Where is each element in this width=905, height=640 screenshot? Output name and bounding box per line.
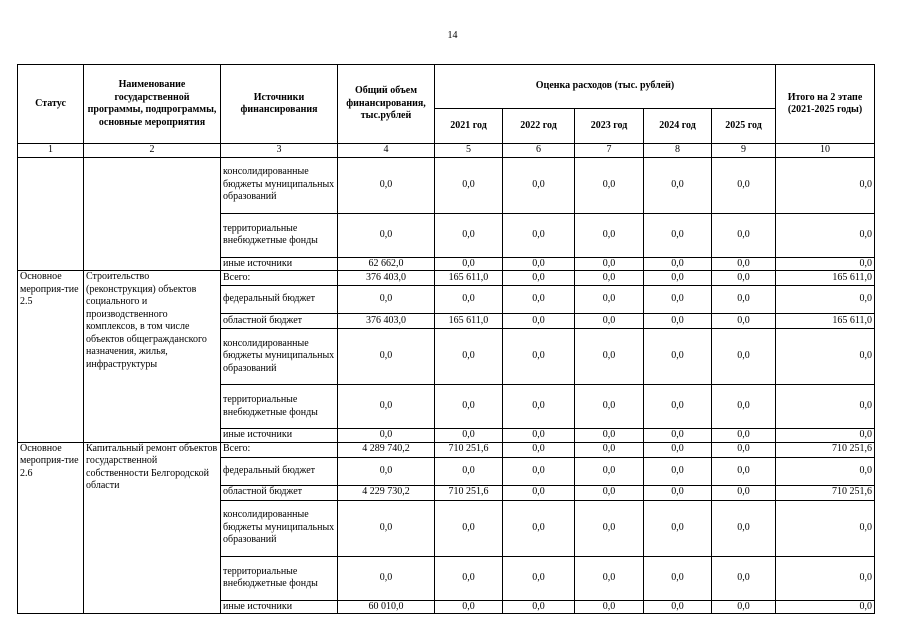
value-cell: 710 251,6	[435, 442, 503, 457]
value-cell: 0,0	[503, 314, 575, 329]
header-year: 2024 год	[644, 109, 712, 144]
status-cell-empty	[18, 157, 84, 271]
value-cell: 0,0	[712, 442, 776, 457]
value-cell: 710 251,6	[776, 442, 875, 457]
value-cell: 0,0	[338, 157, 435, 213]
value-cell: 0,0	[503, 157, 575, 213]
value-cell: 0,0	[435, 500, 503, 556]
value-cell: 376 403,0	[338, 314, 435, 329]
value-cell: 0,0	[575, 257, 644, 271]
column-number-row	[18, 144, 875, 158]
value-cell: 0,0	[575, 429, 644, 443]
value-cell: 0,0	[338, 457, 435, 485]
value-cell: 0,0	[712, 329, 776, 385]
value-cell: 0,0	[435, 286, 503, 314]
value-cell: 0,0	[575, 500, 644, 556]
value-cell: 0,0	[503, 500, 575, 556]
value-cell: 0,0	[575, 600, 644, 614]
source-cell: территориальные внебюджетные фонды	[221, 556, 338, 600]
value-cell: 4 289 740,2	[338, 442, 435, 457]
value-cell: 0,0	[338, 500, 435, 556]
value-cell: 165 611,0	[435, 314, 503, 329]
value-cell: 0,0	[776, 385, 875, 429]
value-cell: 0,0	[712, 213, 776, 257]
value-cell: 0,0	[575, 157, 644, 213]
value-cell: 0,0	[776, 329, 875, 385]
column-number: 10	[776, 144, 875, 158]
value-cell: 0,0	[644, 429, 712, 443]
source-cell: Всего:	[221, 442, 338, 457]
source-cell: территориальные внебюджетные фонды	[221, 385, 338, 429]
value-cell: 0,0	[644, 286, 712, 314]
header-status: Статус	[18, 65, 84, 144]
value-cell: 0,0	[644, 457, 712, 485]
header-year: 2022 год	[503, 109, 575, 144]
value-cell: 0,0	[435, 385, 503, 429]
value-cell: 0,0	[712, 485, 776, 500]
value-cell: 0,0	[435, 556, 503, 600]
value-cell: 0,0	[575, 442, 644, 457]
source-cell: консолидированные бюджеты муниципальных образований	[221, 500, 338, 556]
value-cell: 0,0	[644, 485, 712, 500]
value-cell: 0,0	[503, 485, 575, 500]
value-cell: 376 403,0	[338, 271, 435, 286]
source-cell: консолидированные бюджеты муниципальных образований	[221, 329, 338, 385]
column-number: 9	[712, 144, 776, 158]
value-cell: 0,0	[338, 385, 435, 429]
source-cell: иные источники	[221, 429, 338, 443]
value-cell: 0,0	[435, 429, 503, 443]
value-cell: 0,0	[776, 429, 875, 443]
value-cell: 0,0	[503, 286, 575, 314]
value-cell: 0,0	[712, 600, 776, 614]
value-cell: 0,0	[776, 556, 875, 600]
column-number: 3	[221, 144, 338, 158]
value-cell: 0,0	[776, 213, 875, 257]
value-cell: 0,0	[503, 385, 575, 429]
value-cell: 0,0	[435, 457, 503, 485]
value-cell: 0,0	[712, 385, 776, 429]
value-cell: 0,0	[776, 157, 875, 213]
value-cell: 0,0	[338, 556, 435, 600]
status-cell: Основное мероприя-тие 2.6	[18, 442, 84, 614]
value-cell: 60 010,0	[338, 600, 435, 614]
table-row	[18, 157, 875, 213]
value-cell: 0,0	[338, 429, 435, 443]
value-cell: 0,0	[712, 157, 776, 213]
value-cell: 4 229 730,2	[338, 485, 435, 500]
value-cell: 0,0	[338, 213, 435, 257]
header-total: Общий объем финансирования, тыс.рублей	[338, 65, 435, 144]
value-cell: 0,0	[435, 600, 503, 614]
source-cell: иные источники	[221, 257, 338, 271]
value-cell: 165 611,0	[776, 314, 875, 329]
value-cell: 0,0	[712, 271, 776, 286]
column-number: 2	[84, 144, 221, 158]
value-cell: 0,0	[503, 329, 575, 385]
value-cell: 0,0	[575, 314, 644, 329]
value-cell: 0,0	[575, 385, 644, 429]
value-cell: 0,0	[712, 500, 776, 556]
value-cell: 0,0	[503, 442, 575, 457]
value-cell: 0,0	[776, 600, 875, 614]
value-cell: 0,0	[712, 314, 776, 329]
column-number: 4	[338, 144, 435, 158]
header-year: 2025 год	[712, 109, 776, 144]
value-cell: 0,0	[435, 329, 503, 385]
source-cell: федеральный бюджет	[221, 457, 338, 485]
column-number: 1	[18, 144, 84, 158]
value-cell: 0,0	[575, 271, 644, 286]
source-cell: областной бюджет	[221, 485, 338, 500]
value-cell: 0,0	[712, 457, 776, 485]
header-stage-total: Итого на 2 этапе (2021-2025 годы)	[776, 65, 875, 144]
value-cell: 0,0	[776, 257, 875, 271]
value-cell: 0,0	[712, 286, 776, 314]
source-cell: областной бюджет	[221, 314, 338, 329]
value-cell: 0,0	[435, 157, 503, 213]
value-cell: 0,0	[575, 457, 644, 485]
value-cell: 0,0	[644, 213, 712, 257]
value-cell: 165 611,0	[776, 271, 875, 286]
header-year: 2023 год	[575, 109, 644, 144]
value-cell: 0,0	[644, 600, 712, 614]
value-cell: 0,0	[776, 457, 875, 485]
source-cell: Всего:	[221, 271, 338, 286]
value-cell: 0,0	[644, 257, 712, 271]
value-cell: 0,0	[435, 213, 503, 257]
value-cell: 0,0	[575, 213, 644, 257]
header-year: 2021 год	[435, 109, 503, 144]
value-cell: 0,0	[575, 485, 644, 500]
column-number: 8	[644, 144, 712, 158]
value-cell: 710 251,6	[776, 485, 875, 500]
value-cell: 0,0	[712, 257, 776, 271]
value-cell: 0,0	[776, 286, 875, 314]
value-cell: 0,0	[575, 329, 644, 385]
value-cell: 0,0	[644, 442, 712, 457]
name-cell-empty	[84, 157, 221, 271]
value-cell: 0,0	[503, 271, 575, 286]
value-cell: 0,0	[503, 600, 575, 614]
value-cell: 0,0	[644, 385, 712, 429]
value-cell: 0,0	[503, 457, 575, 485]
source-cell: территориальные внебюджетные фонды	[221, 213, 338, 257]
value-cell: 62 662,0	[338, 257, 435, 271]
column-number: 6	[503, 144, 575, 158]
value-cell: 0,0	[503, 556, 575, 600]
value-cell: 710 251,6	[435, 485, 503, 500]
source-cell: иные источники	[221, 600, 338, 614]
value-cell: 0,0	[644, 314, 712, 329]
value-cell: 0,0	[503, 429, 575, 443]
value-cell: 165 611,0	[435, 271, 503, 286]
value-cell: 0,0	[644, 271, 712, 286]
column-number: 5	[435, 144, 503, 158]
table-row	[18, 442, 875, 457]
value-cell: 0,0	[644, 556, 712, 600]
value-cell: 0,0	[338, 329, 435, 385]
value-cell: 0,0	[644, 157, 712, 213]
expenditure-table	[17, 64, 875, 614]
header-estimate: Оценка расходов (тыс. рублей)	[435, 65, 776, 109]
value-cell: 0,0	[435, 257, 503, 271]
value-cell: 0,0	[575, 286, 644, 314]
column-number: 7	[575, 144, 644, 158]
value-cell: 0,0	[712, 429, 776, 443]
value-cell: 0,0	[575, 556, 644, 600]
source-cell: федеральный бюджет	[221, 286, 338, 314]
value-cell: 0,0	[338, 286, 435, 314]
value-cell: 0,0	[644, 329, 712, 385]
page-number: 14	[447, 30, 458, 41]
header-source: Источники финансирования	[221, 65, 338, 144]
value-cell: 0,0	[503, 213, 575, 257]
source-cell: консолидированные бюджеты муниципальных образований	[221, 157, 338, 213]
value-cell: 0,0	[776, 500, 875, 556]
value-cell: 0,0	[712, 556, 776, 600]
header-name: Наименование государственной программы, подпрограммы, основные мероприятия	[84, 65, 221, 144]
status-cell: Основное мероприя-тие 2.5	[18, 271, 84, 443]
name-cell: Строительство (реконструкция) объектов социального и производственного комплексов, в том числе объектов общегражданского назначения, жилья, инфраструктуры	[84, 271, 221, 443]
table-row	[18, 271, 875, 286]
value-cell: 0,0	[503, 257, 575, 271]
name-cell: Капитальный ремонт объектов государственной собственности Белгородской области	[84, 442, 221, 614]
value-cell: 0,0	[644, 500, 712, 556]
